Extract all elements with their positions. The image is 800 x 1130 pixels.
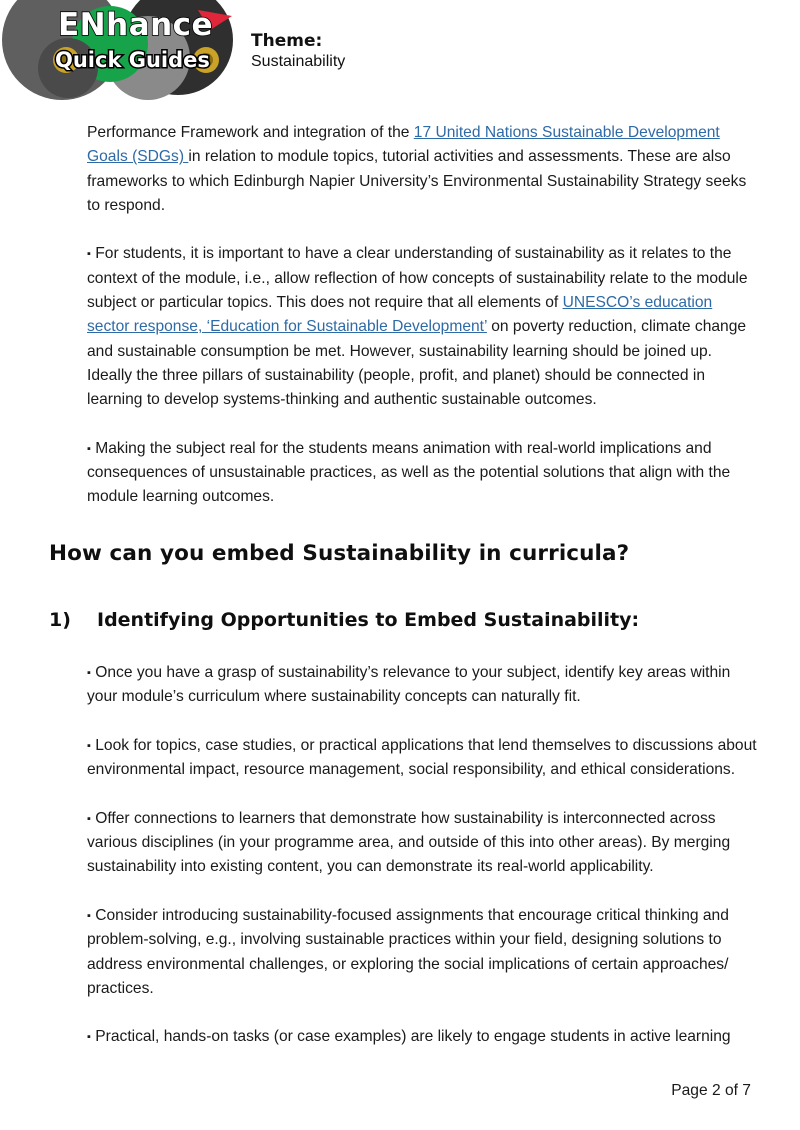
bullet-icon: ▪: [87, 739, 91, 752]
subsection-heading: 1) Identifying Opportunities to Embed Sustainability:: [49, 609, 640, 631]
section-heading: How can you embed Sustainability in curricula?: [49, 541, 630, 566]
bullet-icon: ▪: [87, 812, 91, 825]
subsection-number: 1): [49, 609, 71, 631]
intro-section: [87, 121, 759, 534]
bullet-icon: ▪: [87, 909, 91, 922]
bullet-item: ▪ For students, it is important to have a clear understanding of sustainability as it relates to the context of the module, i.e., allow reflection of how concepts of sustainability relate to the module subject or particular topics. This does not require that all elements of UNESCO’s education sector response, ‘Education for Sustainable Development’ on poverty reduction, climate change and sustainable consumption be met. However, sustainability learning should be joined up. Ideally the three pillars of sustainability (people, profit, and planet) should be connected in learning to develop systems-thinking and authentic sustainable outcomes.: [87, 245, 748, 409]
bullet-item: ▪ Consider introducing sustainability-focused assignments that encourage critical thinking and problem-solving, e.g., involving sustainable practices within your field, designing solutions to address environmental challenges, or exploring the social implications of certain approaches/ practices.: [87, 906, 729, 997]
un-sdgs-link[interactable]: 17 United Nations Sustainable Development Goals (SDGs): [87, 124, 720, 166]
bullet-icon: ▪: [87, 442, 91, 455]
enhance-quick-guides-logo: [0, 0, 240, 105]
opportunities-list: [87, 661, 759, 1074]
bullet-item: ▪ Look for topics, case studies, or practical applications that lend themselves to discussions about environmental impact, resource management, social responsibility, and ethical considerations.: [87, 736, 757, 779]
unesco-esd-link[interactable]: UNESCO’s education sector response, ‘Education for Sustainable Development’: [87, 294, 713, 336]
bullet-icon: ▪: [87, 1031, 91, 1044]
bullet-icon: ▪: [87, 667, 91, 679]
theme-block: [251, 31, 345, 72]
bullet-item: ▪ Once you have a grasp of sustainability’s relevance to your subject, identify key areas within your module’s curriculum where sustainability concepts can naturally fit.: [87, 664, 731, 706]
logo-line1: ENhance: [58, 7, 214, 43]
theme-value: Sustainability: [251, 53, 346, 70]
theme-label: Theme:: [251, 31, 323, 51]
logo-line2: Quick Guides: [55, 48, 210, 72]
bullet-item: ▪ Practical, hands-on tasks (or case examples) are likely to engage students in active learning: [87, 1028, 731, 1046]
bullet-item: ▪ Making the subject real for the students means animation with real-world implications and consequences of unsustainable practices, as well as the potential solutions that align with the module learning outcomes.: [87, 439, 731, 506]
bullet-item: ▪ Offer connections to learners that demonstrate how sustainability is interconnected across various disciplines (in your programme area, and outside of this into other areas). By merging sustainability into existing content, you can demonstrate its real-world applicability.: [87, 809, 731, 876]
intro-paragraph: Performance Framework and integration of the 17 United Nations Sustainable Development Goals (SDGs) in relation to module topics, tutorial activities and assessments. These are also frameworks to which Edinburgh Napier University’s Environmental Sustainability Strategy seeks to respond.: [87, 124, 747, 214]
bullet-icon: ▪: [87, 248, 91, 261]
page-number: Page 2 of 7: [671, 1082, 751, 1099]
